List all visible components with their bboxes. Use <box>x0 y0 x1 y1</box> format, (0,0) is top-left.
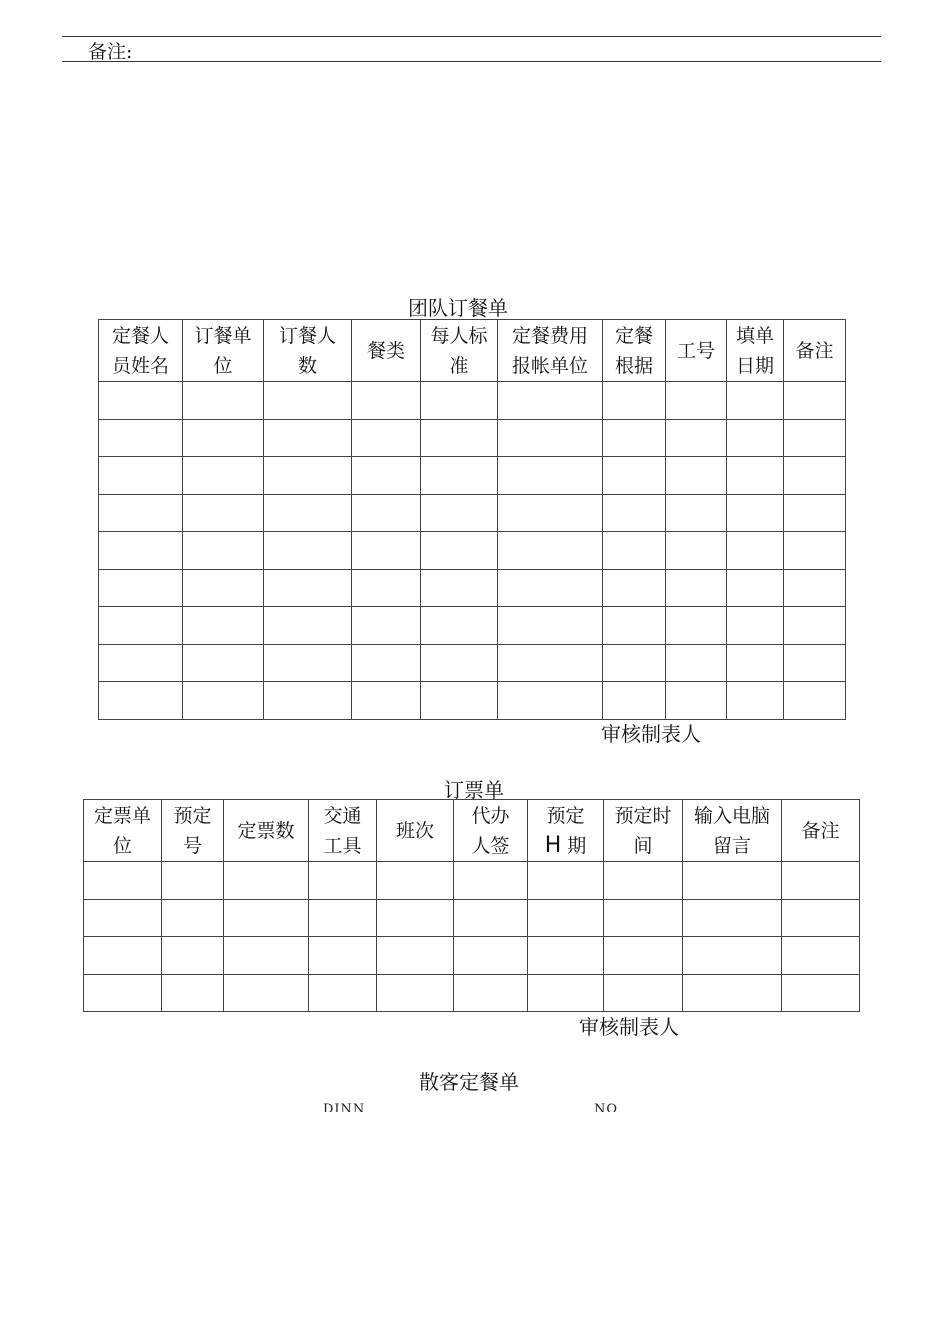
ticket-cell[interactable] <box>84 862 162 900</box>
group-meal-row <box>99 644 846 682</box>
ticket-header-cell <box>528 800 604 862</box>
ticket-signature: 审核制表人 <box>579 1015 679 1039</box>
group-meal-cell[interactable] <box>352 532 421 570</box>
group-meal-header-text: 工号 <box>676 339 715 362</box>
group-meal-cell[interactable] <box>99 382 183 420</box>
ticket-header-cell <box>782 800 860 862</box>
group-meal-header-row <box>99 320 846 382</box>
group-meal-cell[interactable] <box>727 457 784 495</box>
group-meal-header-text: 备注 <box>795 339 834 362</box>
top-remark-label: 备注: <box>88 41 133 63</box>
group-meal-cell[interactable] <box>727 569 784 607</box>
group-meal-cell[interactable] <box>666 419 727 457</box>
group-meal-cell[interactable] <box>99 644 183 682</box>
group-meal-cell[interactable] <box>183 419 264 457</box>
group-meal-cell[interactable] <box>666 607 727 645</box>
ticket-cell[interactable] <box>683 974 782 1012</box>
group-meal-cell[interactable] <box>264 382 352 420</box>
group-meal-cell[interactable] <box>99 494 183 532</box>
ticket-header-text: 定票数 <box>237 819 295 842</box>
ticket-row <box>84 937 860 975</box>
group-meal-title: 团队订餐单 <box>408 296 508 320</box>
group-meal-cell[interactable] <box>784 682 846 720</box>
group-meal-header-text: 数 <box>297 354 317 377</box>
ticket-header-text: 工具 <box>323 834 362 857</box>
group-meal-cell[interactable] <box>421 607 498 645</box>
group-meal-cell[interactable] <box>498 532 603 570</box>
group-meal-cell[interactable] <box>99 569 183 607</box>
ticket-cell[interactable] <box>162 937 224 975</box>
ticket-cell[interactable] <box>162 974 224 1012</box>
ticket-header-cell <box>604 800 683 862</box>
ticket-cell[interactable] <box>162 862 224 900</box>
ticket-cell[interactable] <box>782 937 860 975</box>
ticket-cell[interactable] <box>604 974 683 1012</box>
ticket-header-cell <box>377 800 454 862</box>
group-meal-cell[interactable] <box>498 382 603 420</box>
ticket-header-cell <box>84 800 162 862</box>
group-meal-cell[interactable] <box>99 607 183 645</box>
group-meal-cell[interactable] <box>183 494 264 532</box>
group-meal-cell[interactable] <box>183 607 264 645</box>
bottom-rule <box>62 61 881 62</box>
ticket-cell[interactable] <box>528 974 604 1012</box>
group-meal-header-text: 报帐单位 <box>511 354 588 377</box>
group-meal-cell[interactable] <box>421 419 498 457</box>
ticket-header-text: 间 <box>633 834 653 857</box>
ticket-table <box>83 799 860 1012</box>
ticket-header-cell <box>309 800 377 862</box>
group-meal-header-cell <box>183 320 264 382</box>
ticket-header-text: 定票单 <box>93 804 151 827</box>
ticket-header-text: 班次 <box>395 819 434 842</box>
group-meal-cell[interactable] <box>603 419 666 457</box>
ticket-cell[interactable] <box>84 974 162 1012</box>
group-meal-cell[interactable] <box>784 457 846 495</box>
ticket-header-text: 号 <box>182 834 202 857</box>
group-meal-row <box>99 682 846 720</box>
group-meal-cell[interactable] <box>264 457 352 495</box>
group-meal-cell[interactable] <box>421 569 498 607</box>
ticket-header-cell <box>683 800 782 862</box>
ticket-header-text: 位 <box>112 834 132 857</box>
group-meal-cell[interactable] <box>264 532 352 570</box>
ticket-cell[interactable] <box>162 899 224 937</box>
group-meal-header-text: 日期 <box>735 354 774 377</box>
ticket-row <box>84 899 860 937</box>
group-meal-cell[interactable] <box>183 382 264 420</box>
group-meal-cell[interactable] <box>666 494 727 532</box>
ticket-header-text: 备注 <box>801 819 840 842</box>
group-meal-header-text: 填单 <box>735 324 774 347</box>
ticket-cell[interactable] <box>224 974 309 1012</box>
group-meal-cell[interactable] <box>183 569 264 607</box>
group-meal-row <box>99 457 846 495</box>
group-meal-cell[interactable] <box>352 607 421 645</box>
ticket-header-cell <box>224 800 309 862</box>
ticket-header-text: 代办 <box>471 804 510 827</box>
ticket-cell[interactable] <box>377 974 454 1012</box>
group-meal-table <box>98 319 846 720</box>
group-meal-cell[interactable] <box>784 532 846 570</box>
group-meal-cell[interactable] <box>498 644 603 682</box>
ticket-cell[interactable] <box>224 937 309 975</box>
group-meal-cell[interactable] <box>727 419 784 457</box>
ticket-cell[interactable] <box>224 899 309 937</box>
group-meal-header-cell <box>784 320 846 382</box>
group-meal-cell[interactable] <box>498 607 603 645</box>
group-meal-cell[interactable] <box>352 494 421 532</box>
group-meal-cell[interactable] <box>99 457 183 495</box>
group-meal-row <box>99 382 846 420</box>
group-meal-signature: 审核制表人 <box>601 722 701 746</box>
ticket-cell[interactable] <box>604 899 683 937</box>
group-meal-header-cell <box>498 320 603 382</box>
group-meal-header-text: 定餐人 <box>111 324 169 347</box>
ticket-cell[interactable] <box>454 937 528 975</box>
group-meal-row <box>99 494 846 532</box>
group-meal-header-text: 定餐费用 <box>511 324 588 347</box>
ticket-cell[interactable] <box>84 937 162 975</box>
group-meal-cell[interactable] <box>603 532 666 570</box>
ticket-header-text: 交通 <box>323 804 362 827</box>
group-meal-header-cell <box>99 320 183 382</box>
group-meal-header-cell <box>352 320 421 382</box>
group-meal-header-text: 定餐 <box>614 324 653 347</box>
group-meal-cell[interactable] <box>784 494 846 532</box>
group-meal-cell[interactable] <box>784 569 846 607</box>
group-meal-cell[interactable] <box>421 532 498 570</box>
cut-text-left: DINN <box>323 1103 366 1112</box>
ticket-header-text: 预定 <box>546 804 585 827</box>
group-meal-cell[interactable] <box>183 457 264 495</box>
ticket-header-text: 预定 <box>173 804 212 827</box>
group-meal-row <box>99 419 846 457</box>
individual-meal-title: 散客定餐单 <box>419 1070 519 1094</box>
group-meal-cell[interactable] <box>603 644 666 682</box>
group-meal-cell[interactable] <box>421 494 498 532</box>
group-meal-cell[interactable] <box>666 532 727 570</box>
ticket-cell[interactable] <box>683 862 782 900</box>
group-meal-cell[interactable] <box>498 682 603 720</box>
group-meal-cell[interactable] <box>352 682 421 720</box>
group-meal-cell[interactable] <box>727 682 784 720</box>
ticket-title: 订票单 <box>444 778 504 802</box>
ticket-cell[interactable] <box>454 862 528 900</box>
group-meal-cell[interactable] <box>666 457 727 495</box>
group-meal-cell[interactable] <box>498 457 603 495</box>
group-meal-header-cell <box>603 320 666 382</box>
group-meal-cell[interactable] <box>264 419 352 457</box>
top-rule <box>62 36 881 37</box>
ticket-row <box>84 974 860 1012</box>
group-meal-cell[interactable] <box>99 419 183 457</box>
ticket-cell[interactable] <box>683 899 782 937</box>
ticket-cell[interactable] <box>309 862 377 900</box>
ticket-header-cell <box>162 800 224 862</box>
ticket-cell[interactable] <box>528 899 604 937</box>
group-meal-cell[interactable] <box>421 682 498 720</box>
ticket-cell[interactable] <box>309 974 377 1012</box>
group-meal-cell[interactable] <box>666 569 727 607</box>
ticket-cell[interactable] <box>377 937 454 975</box>
group-meal-cell[interactable] <box>264 494 352 532</box>
group-meal-cell[interactable] <box>498 569 603 607</box>
group-meal-cell[interactable] <box>603 457 666 495</box>
group-meal-cell[interactable] <box>264 607 352 645</box>
group-meal-cell[interactable] <box>99 532 183 570</box>
group-meal-header-text: 位 <box>213 354 233 377</box>
group-meal-cell[interactable] <box>784 607 846 645</box>
group-meal-cell[interactable] <box>352 457 421 495</box>
group-meal-cell[interactable] <box>727 532 784 570</box>
group-meal-cell[interactable] <box>183 644 264 682</box>
group-meal-cell[interactable] <box>784 644 846 682</box>
cut-text-right: NO <box>594 1103 619 1112</box>
group-meal-cell[interactable] <box>727 607 784 645</box>
group-meal-row <box>99 607 846 645</box>
ticket-header-text: H 期 <box>544 832 587 858</box>
ticket-header-text: 人签 <box>471 834 510 857</box>
ticket-cell[interactable] <box>84 899 162 937</box>
group-meal-cell[interactable] <box>666 682 727 720</box>
group-meal-row <box>99 569 846 607</box>
group-meal-cell[interactable] <box>603 569 666 607</box>
group-meal-cell[interactable] <box>498 494 603 532</box>
group-meal-cell[interactable] <box>498 419 603 457</box>
group-meal-cell[interactable] <box>666 644 727 682</box>
group-meal-body <box>99 320 846 720</box>
group-meal-cell[interactable] <box>666 382 727 420</box>
group-meal-cell[interactable] <box>784 382 846 420</box>
ticket-cell[interactable] <box>604 862 683 900</box>
ticket-cell[interactable] <box>604 937 683 975</box>
group-meal-cell[interactable] <box>727 494 784 532</box>
ticket-cell[interactable] <box>782 862 860 900</box>
ticket-header-text: 留言 <box>712 834 751 857</box>
group-meal-header-text: 准 <box>449 354 469 377</box>
group-meal-cell[interactable] <box>352 419 421 457</box>
ticket-cell[interactable] <box>309 937 377 975</box>
ticket-cell[interactable] <box>782 974 860 1012</box>
ticket-row <box>84 862 860 900</box>
ticket-cell[interactable] <box>377 899 454 937</box>
group-meal-cell[interactable] <box>421 457 498 495</box>
group-meal-cell[interactable] <box>264 644 352 682</box>
group-meal-cell[interactable] <box>603 682 666 720</box>
ticket-cell[interactable] <box>224 862 309 900</box>
group-meal-cell[interactable] <box>421 644 498 682</box>
ticket-cell[interactable] <box>454 974 528 1012</box>
group-meal-header-cell <box>421 320 498 382</box>
group-meal-header-cell <box>666 320 727 382</box>
group-meal-cell[interactable] <box>264 682 352 720</box>
group-meal-row <box>99 532 846 570</box>
group-meal-header-cell <box>727 320 784 382</box>
group-meal-cell[interactable] <box>352 644 421 682</box>
ticket-cell[interactable] <box>528 937 604 975</box>
group-meal-cell[interactable] <box>603 607 666 645</box>
group-meal-cell[interactable] <box>603 382 666 420</box>
group-meal-cell[interactable] <box>183 532 264 570</box>
group-meal-cell[interactable] <box>264 569 352 607</box>
ticket-cell[interactable] <box>683 937 782 975</box>
group-meal-cell[interactable] <box>421 382 498 420</box>
group-meal-header-text: 员姓名 <box>111 354 169 377</box>
ticket-header-text: 预定时 <box>614 804 672 827</box>
ticket-cell[interactable] <box>528 862 604 900</box>
group-meal-header-text: 订餐单 <box>194 324 252 347</box>
group-meal-cell[interactable] <box>183 682 264 720</box>
group-meal-cell[interactable] <box>784 419 846 457</box>
group-meal-cell[interactable] <box>352 382 421 420</box>
ticket-cell[interactable] <box>309 899 377 937</box>
group-meal-cell[interactable] <box>603 494 666 532</box>
group-meal-header-text: 根据 <box>614 354 653 377</box>
ticket-cell[interactable] <box>782 899 860 937</box>
ticket-header-row <box>84 800 860 862</box>
group-meal-header-cell <box>264 320 352 382</box>
ticket-cell[interactable] <box>454 899 528 937</box>
group-meal-header-text: 每人标 <box>430 324 488 347</box>
group-meal-cell[interactable] <box>727 382 784 420</box>
ticket-cell[interactable] <box>377 862 454 900</box>
group-meal-cell[interactable] <box>727 644 784 682</box>
ticket-body <box>84 800 860 1012</box>
group-meal-header-text: 订餐人 <box>278 324 336 347</box>
group-meal-header-text: 餐类 <box>366 339 405 362</box>
group-meal-cell[interactable] <box>99 682 183 720</box>
ticket-header-cell <box>454 800 528 862</box>
group-meal-cell[interactable] <box>352 569 421 607</box>
ticket-header-text: 输入电脑 <box>693 804 770 827</box>
